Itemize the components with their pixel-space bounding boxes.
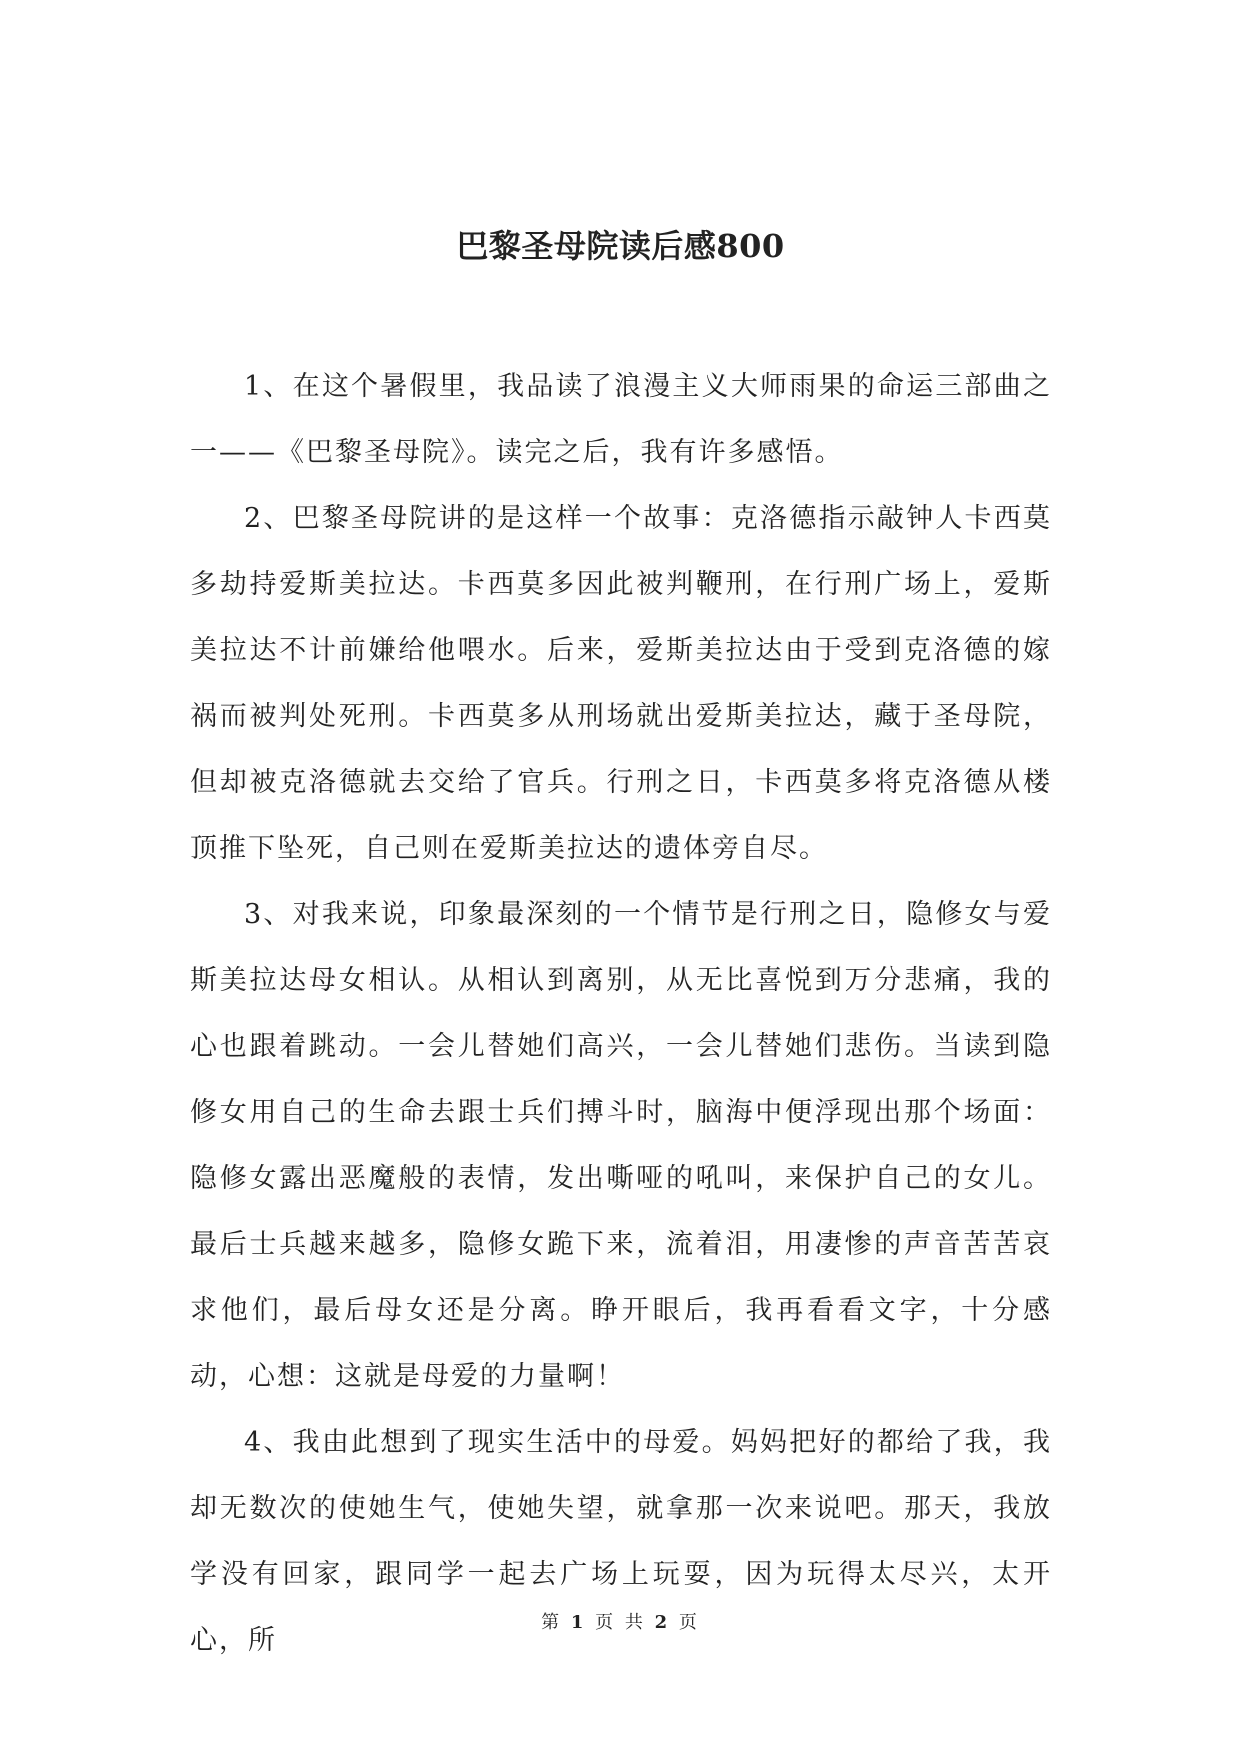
footer-prefix: 第	[541, 1612, 563, 1633]
paragraph-2: 2、巴黎圣母院讲的是这样一个故事：克洛德指示敲钟人卡西莫多劫持爱斯美拉达。卡西莫多因此被判鞭刑，在行刑广场上，爱斯美拉达不计前嫌给他喂水。后来，爱斯美拉达由于受到克洛德的嫁祸而被判处死刑。卡西莫多从刑场就出爱斯美拉达，藏于圣母院，但却被克洛德就去交给了官兵。行刑之日，卡西莫多将克洛德从楼顶推下坠死，自己则在爱斯美拉达的遗体旁自尽。	[190, 503, 1052, 864]
paragraph-1: 1、在这个暑假里，我品读了浪漫主义大师雨果的命运三部曲之一——《巴黎圣母院》。读完之后，我有许多感悟。	[190, 371, 1052, 468]
footer-suffix: 页	[678, 1612, 700, 1633]
footer-middle: 页 共	[595, 1612, 646, 1633]
paragraph-4: 4、我由此想到了现实生活中的母爱。妈妈把好的都给了我，我却无数次的使她生气，使她失望，就拿那一次来说吧。那天，我放学没有回家，跟同学一起去广场上玩耍，因为玩得太尽兴，太开心，所	[190, 1427, 1052, 1656]
total-page-number: 2	[654, 1612, 671, 1633]
current-page-number: 1	[570, 1612, 587, 1633]
page-footer	[0, 1611, 1241, 1635]
paragraph-3: 3、对我来说，印象最深刻的一个情节是行刑之日，隐修女与爱斯美拉达母女相认。从相认到离别，从无比喜悦到万分悲痛，我的心也跟着跳动。一会儿替她们高兴，一会儿替她们悲伤。当读到隐修女用自己的生命去跟士兵们搏斗时，脑海中便浮现出那个场面：隐修女露出恶魔般的表情，发出嘶哑的吼叫，来保护自己的女儿。最后士兵越来越多，隐修女跪下来，流着泪，用凄惨的声音苦苦哀求他们，最后母女还是分离。睁开眼后，我再看看文字，十分感动，心想：这就是母爱的力量啊！	[190, 899, 1052, 1392]
document-body	[190, 354, 1052, 1674]
document-title: 巴黎圣母院读后感800	[456, 227, 785, 265]
